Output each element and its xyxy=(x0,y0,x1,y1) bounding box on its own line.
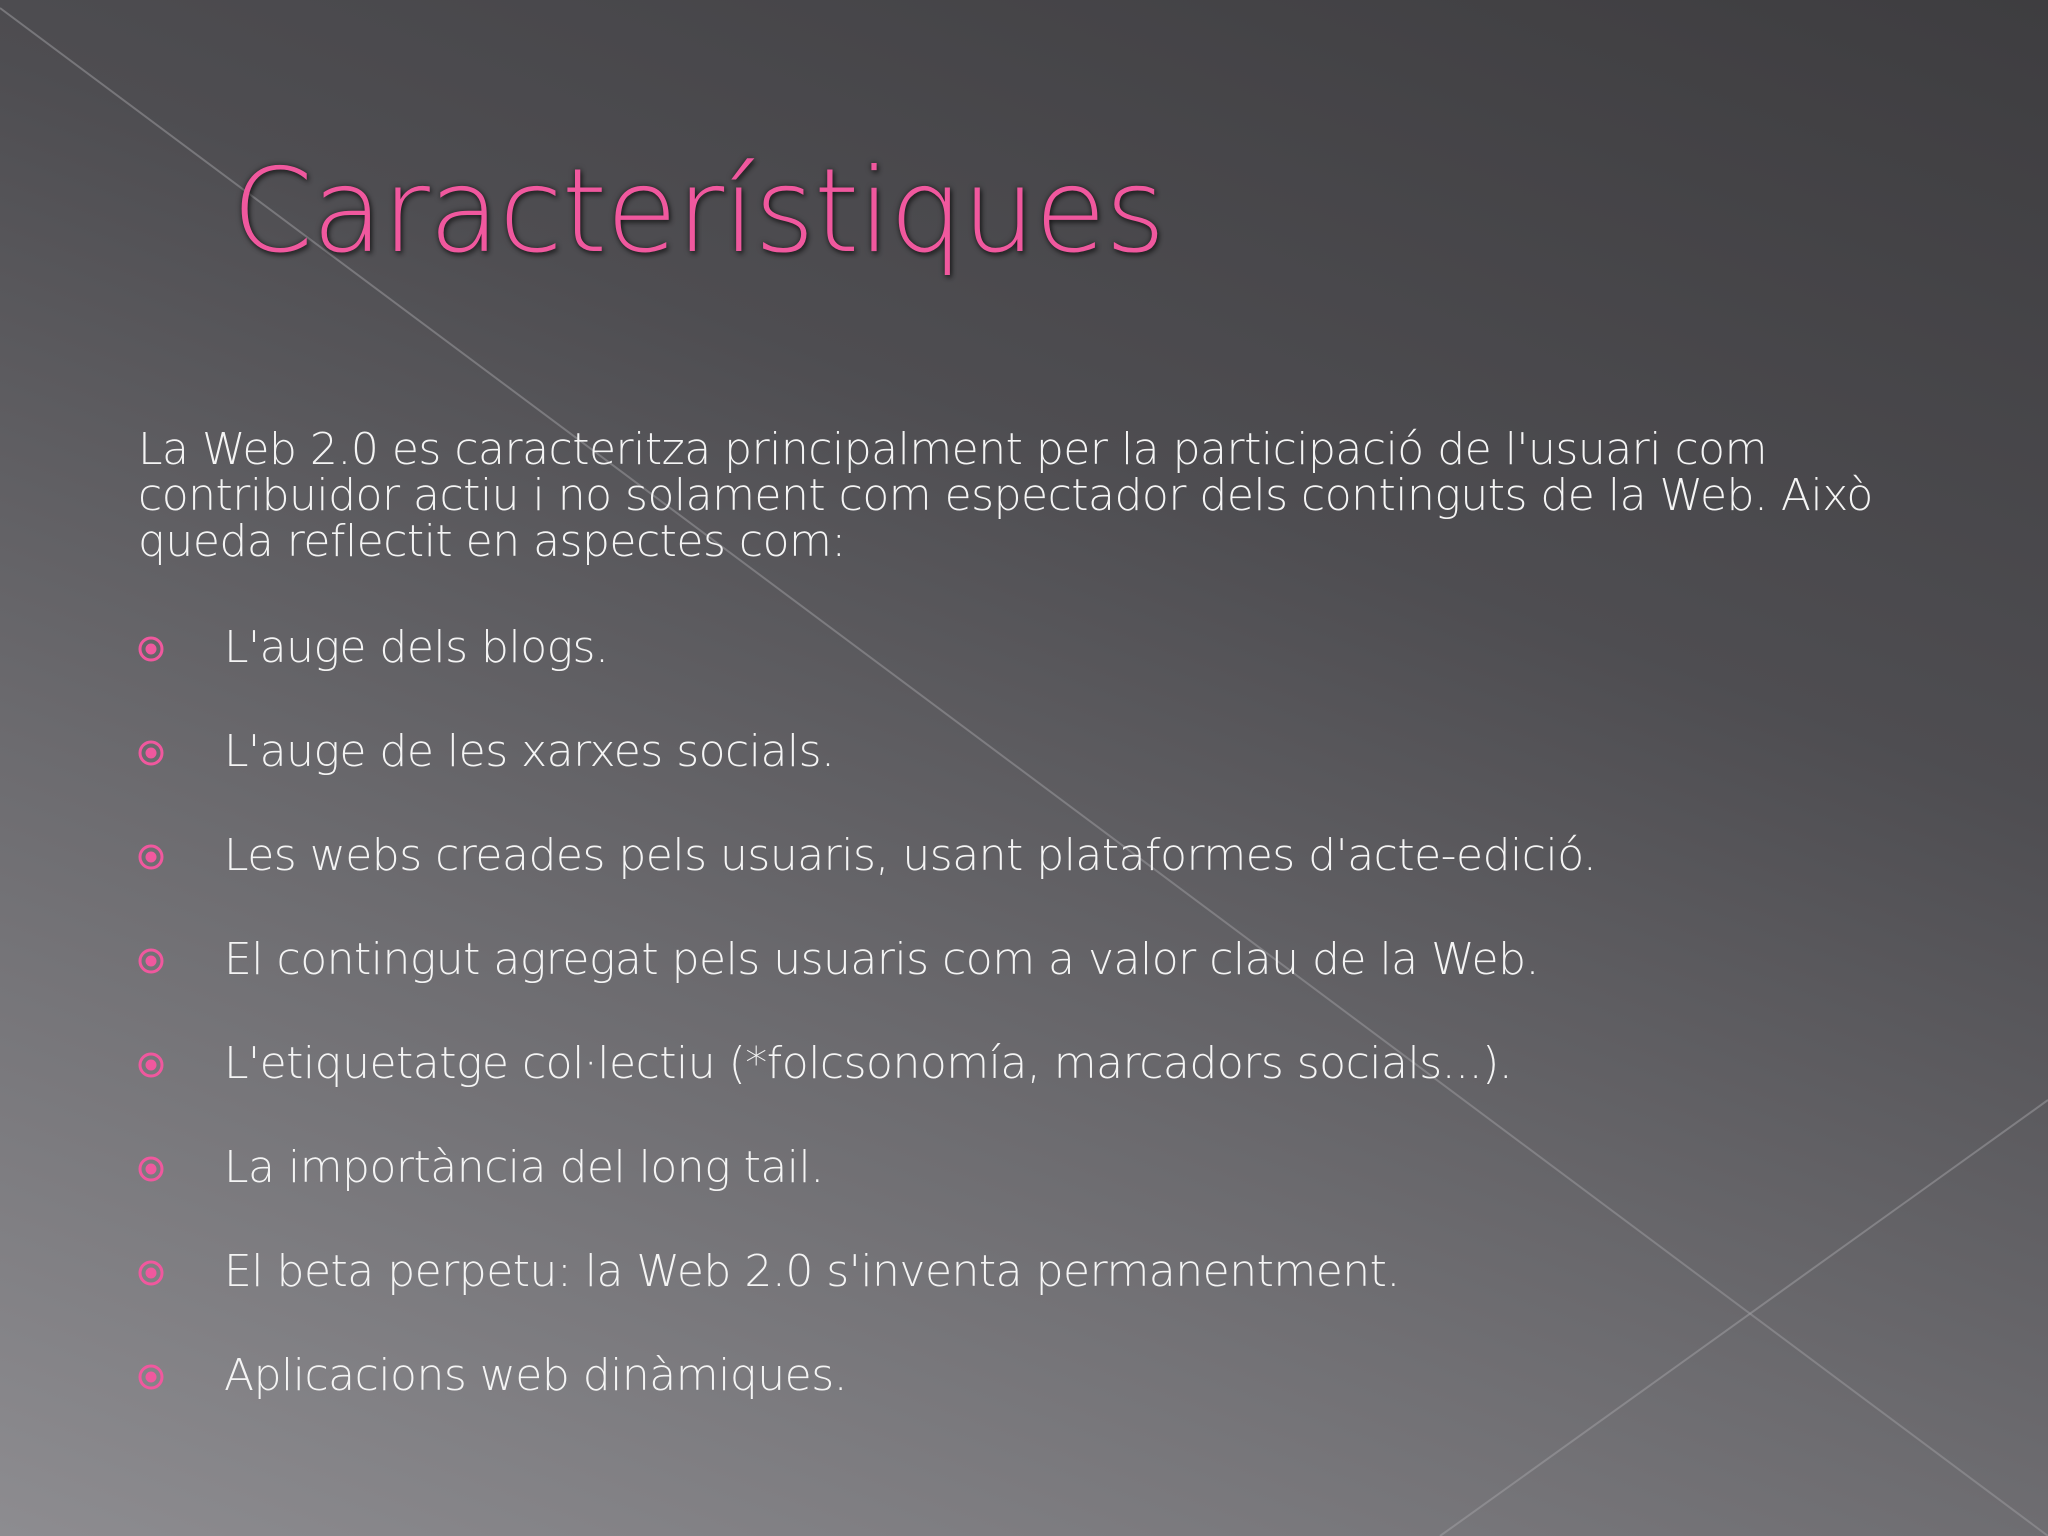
bullet-icon xyxy=(138,948,164,974)
bullet-text: L'etiquetatge col·lectiu (*folcsonomía, marcadors socials...). xyxy=(224,1038,1513,1089)
list-item xyxy=(138,1344,1596,1448)
list-item xyxy=(138,720,1596,824)
list-item xyxy=(138,928,1596,1032)
bullet-icon xyxy=(138,636,164,662)
slide-title: Característiques xyxy=(232,144,1165,279)
bullet-text: L'auge dels blogs. xyxy=(224,622,609,673)
bullet-icon xyxy=(138,740,164,766)
list-item xyxy=(138,616,1596,720)
bullet-list xyxy=(138,616,1596,1448)
list-item xyxy=(138,824,1596,928)
list-item xyxy=(138,1136,1596,1240)
bullet-text: La importància del long tail. xyxy=(224,1142,824,1193)
intro-paragraph: La Web 2.0 es caracteritza principalment per la participació de l'usuari com contribuidor actiu i no solament com espectador dels continguts de la Web. Això queda reflectit en aspectes com: xyxy=(138,424,1873,567)
bullet-icon xyxy=(138,1052,164,1078)
bullet-text: El contingut agregat pels usuaris com a valor clau de la Web. xyxy=(224,934,1540,985)
bullet-text: Aplicacions web dinàmiques. xyxy=(224,1350,848,1401)
bullet-text: L'auge de les xarxes socials. xyxy=(224,726,835,777)
list-item xyxy=(138,1032,1596,1136)
bullet-text: Les webs creades pels usuaris, usant plataformes d'acte-edició. xyxy=(224,830,1597,881)
bullet-icon xyxy=(138,1156,164,1182)
bullet-icon xyxy=(138,1260,164,1286)
bullet-text: El beta perpetu: la Web 2.0 s'inventa permanentment. xyxy=(224,1246,1400,1297)
list-item xyxy=(138,1240,1596,1344)
bullet-icon xyxy=(138,844,164,870)
bullet-icon xyxy=(138,1364,164,1390)
